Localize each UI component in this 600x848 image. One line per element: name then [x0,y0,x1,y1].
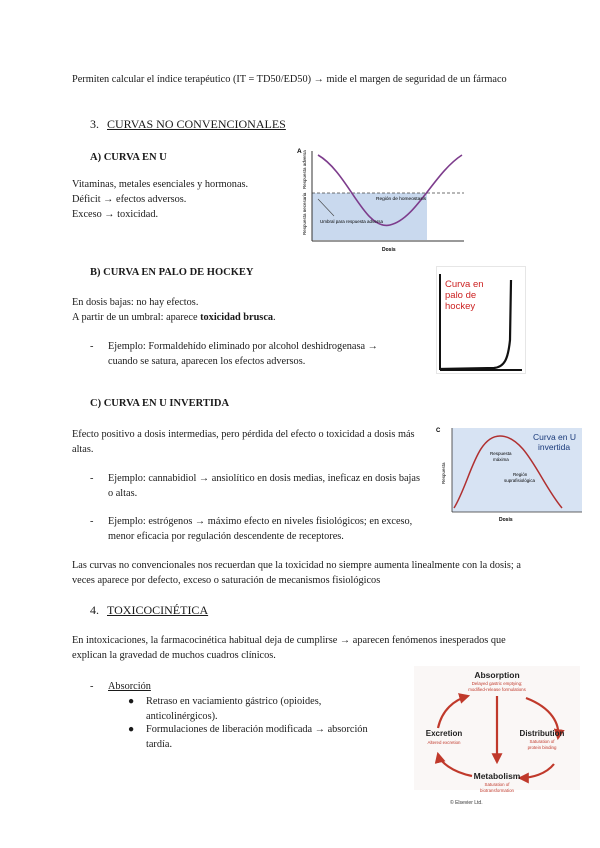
curve-inverted-example-1: Ejemplo: cannabidiol → ansiolítico en dosis medias, ineficaz en dosis bajas o altas. [108,473,420,499]
adme-metabolism-note-2: biotransformation [480,788,514,793]
adme-absorption-note-2: modified-release formulations [468,687,526,692]
inverted-max-label-1: Respuesta [490,451,512,456]
adme-distribution-note-2: protein binding [527,745,557,750]
adme-diagram [414,666,580,810]
section-4-title: TOXICOCINÉTICA [107,603,209,617]
u-threshold-label: Umbral para respuesta adversa [320,219,384,224]
curve-inverted-heading: C) CURVA EN U INVERTIDA [90,398,230,409]
adme-footer: © Elsevier Ltd. [450,800,483,806]
absorption-item: Absorción [108,681,151,692]
inverted-u-figure [430,422,588,527]
section-4-number: 4. [90,603,99,617]
u-y-top-label: Respuesta adversa [302,150,307,189]
bullet-dash: - [90,473,94,484]
curve-inverted-line-1: Efecto positivo a dosis intermedias, pero pérdida del efecto o toxicidad a dosis más altas. [72,429,415,455]
curve-u-line-2: Déficit → efectos adversos. [72,194,187,205]
absorption-sub-2: Formulaciones de liberación modificada → absorción tardía. [146,724,368,750]
hockey-curve-figure [436,266,526,374]
inverted-x-label: Dosis [499,517,513,523]
section-3-number: 3. [90,117,99,131]
curve-u-line-1: Vitaminas, metales esenciales y hormonas. [72,179,249,190]
intro-text: Permiten calcular el índice terapéutico (IT = TD50/ED50) → mide el margen de seguridad de un fármaco [72,74,507,85]
inverted-supra-label-2: suprafisiológica [504,478,536,483]
bullet-dash: - [90,341,94,352]
adme-excretion-note: Altered excretion [427,740,461,745]
inverted-y-label: Respuesta [441,462,446,484]
inverted-label-2: invertida [538,442,571,452]
curve-u-heading: A) CURVA EN U [90,152,167,163]
absorption-sub-1: Retraso en vaciamiento gástrico (opioides, anticolinérgicos). [146,696,322,722]
adme-distribution: Distribution [519,729,565,738]
adme-excretion: Excretion [425,729,463,738]
adme-absorption-note-1: Delayed gastric emptying; [471,681,523,686]
hockey-label-1: Curva en [445,279,484,290]
u-figure-letter: A [297,148,302,155]
hockey-label-2: palo de [445,290,477,301]
adme-metabolism-note-1: Saturation of [484,782,510,787]
u-curve-figure [294,143,466,255]
inverted-max-label-2: máxima [493,457,509,462]
adme-metabolism: Metabolism [473,771,521,781]
u-region-label: Región de homeostasis [376,197,427,202]
inverted-supra-label-1: Región [513,472,528,477]
curve-hockey-line-1: En dosis bajas: no hay efectos. [72,297,199,308]
section-3-title: CURVAS NO CONVENCIONALES [107,117,286,131]
item-dash: - [90,681,94,692]
curve-hockey-heading: B) CURVA EN PALO DE HOCKEY [90,267,254,278]
u-y-bottom-label: Respuesta necesaria [302,192,307,235]
curve-inverted-example-2: Ejemplo: estrógenos → máximo efecto en niveles fisiológicos; en exceso, menor eficacia por regulación descendente de receptores. [108,516,413,542]
bullet-dot: ● [128,696,135,707]
adme-distribution-note-1: Saturation of [529,739,555,744]
summary-text: Las curvas no convencionales nos recuerdan que la toxicidad no siempre aumenta linealmente con la dosis; a veces aparece por defecto, exceso o saturación de mecanismos fisiológicos [72,560,521,586]
inverted-label-1: Curva en U [533,432,576,442]
inverted-figure-letter: C [436,428,441,434]
u-x-label: Dosis [382,247,396,253]
curve-u-line-3: Exceso → toxicidad. [72,209,159,220]
adme-absorption: Absorption [474,670,520,680]
bullet-dot: ● [128,724,135,735]
toxicokinetics-intro: En intoxicaciones, la farmacocinética habitual deja de cumplirse → aparecen fenómenos inesperados que explican la gravedad de muchos cuadros clínicos. [72,635,506,661]
curve-hockey-line-2: A partir de un umbral: aparece toxicidad brusca. [72,312,276,323]
hockey-label-3: hockey [445,301,476,312]
bullet-dash: - [90,516,94,527]
curve-hockey-example: Ejemplo: Formaldehído eliminado por alcohol deshidrogenasa → cuando se satura, aparecen los efectos adversos. [108,341,378,367]
